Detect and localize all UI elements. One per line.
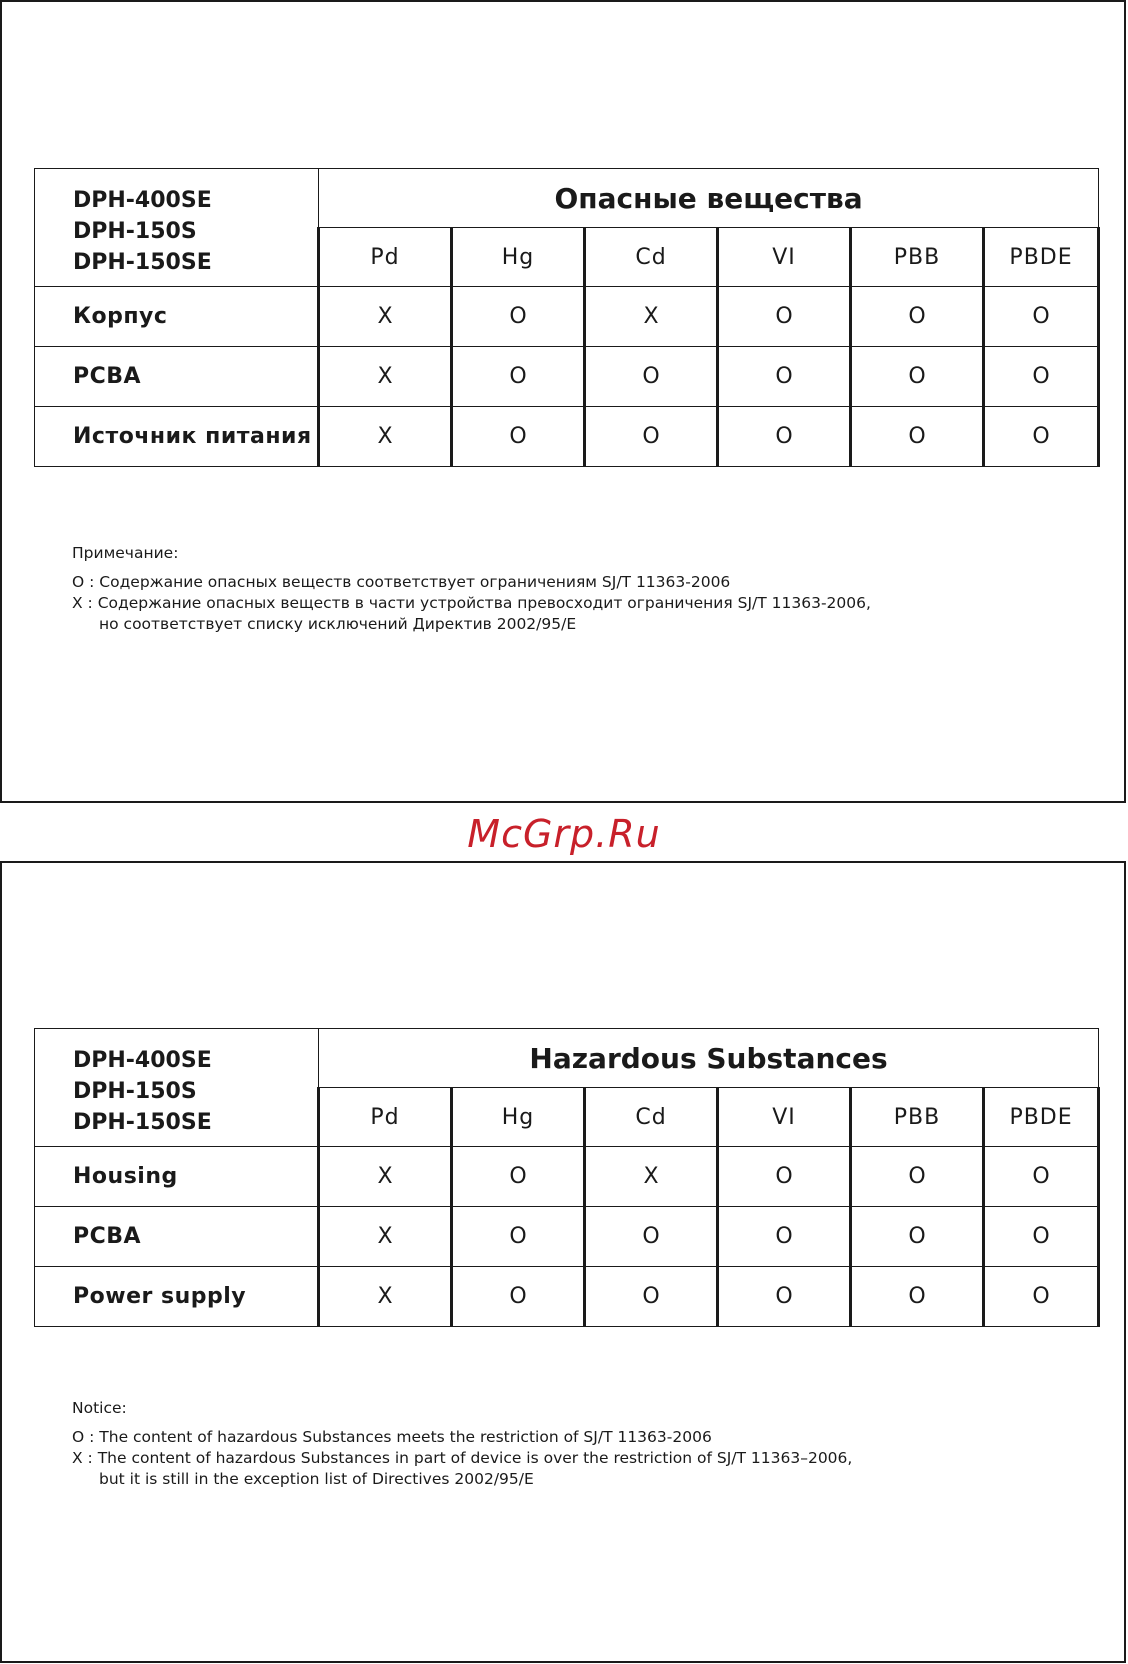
hazardous-substances-table-ru bbox=[34, 168, 1100, 467]
model-name: DPH-150SE bbox=[73, 1110, 212, 1135]
table-cell: O bbox=[984, 1267, 1099, 1327]
substance-header: Pd bbox=[319, 228, 452, 287]
model-name: DPH-150SE bbox=[73, 250, 212, 275]
hazardous-substances-table-en bbox=[34, 1028, 1100, 1327]
table-cell: O bbox=[585, 407, 718, 467]
table-cell: O bbox=[585, 1207, 718, 1267]
model-name: DPH-400SE bbox=[73, 188, 212, 213]
table-cell: O bbox=[452, 407, 585, 467]
table-cell: X bbox=[319, 347, 452, 407]
substance-header: Hg bbox=[452, 228, 585, 287]
substance-header: Pd bbox=[319, 1088, 452, 1147]
table-cell: O bbox=[851, 1147, 984, 1207]
table-cell: X bbox=[585, 287, 718, 347]
table-row bbox=[35, 1207, 1099, 1267]
table-cell: O bbox=[718, 407, 851, 467]
notes-block bbox=[72, 543, 871, 635]
table-cell: O bbox=[718, 1147, 851, 1207]
watermark-logo: McGrp.Ru bbox=[467, 812, 661, 856]
table-cell: O bbox=[851, 347, 984, 407]
table-row bbox=[35, 1267, 1099, 1327]
substance-header: PBDE bbox=[984, 228, 1099, 287]
table-cell: O bbox=[452, 1147, 585, 1207]
table-cell: O bbox=[452, 287, 585, 347]
row-label: Источник питания bbox=[35, 407, 319, 467]
table-row bbox=[35, 1147, 1099, 1207]
table-cell: O bbox=[585, 1267, 718, 1327]
model-list bbox=[35, 169, 319, 287]
panel-english bbox=[0, 861, 1126, 1663]
table-cell: O bbox=[718, 1267, 851, 1327]
table-cell: O bbox=[984, 407, 1099, 467]
table-cell: O bbox=[718, 1207, 851, 1267]
table-cell: O bbox=[984, 1207, 1099, 1267]
table-cell: O bbox=[984, 347, 1099, 407]
substance-header: PBB bbox=[851, 1088, 984, 1147]
model-list bbox=[35, 1029, 319, 1147]
substance-header: Cd bbox=[585, 228, 718, 287]
table-cell: O bbox=[718, 287, 851, 347]
model-name: DPH-400SE bbox=[73, 1048, 212, 1073]
note-x-line-continued: но соответствует списку исключений Директив 2002/95/E bbox=[99, 615, 577, 633]
notes-block bbox=[72, 1398, 852, 1490]
row-label: Housing bbox=[35, 1147, 319, 1207]
table-cell: O bbox=[984, 287, 1099, 347]
table-cell: O bbox=[585, 347, 718, 407]
note-o-line: O : The content of hazardous Substances meets the restriction of SJ/T 11363-2006 bbox=[72, 1428, 712, 1446]
table-row bbox=[35, 287, 1099, 347]
substance-header: PBDE bbox=[984, 1088, 1099, 1147]
table-cell: X bbox=[319, 1267, 452, 1327]
table-cell: X bbox=[585, 1147, 718, 1207]
table-cell: O bbox=[452, 1267, 585, 1327]
table-row bbox=[35, 407, 1099, 467]
row-label: Корпус bbox=[35, 287, 319, 347]
note-o-line: O : Содержание опасных веществ соответствует ограничениям SJ/T 11363-2006 bbox=[72, 573, 731, 591]
notes-heading: Notice: bbox=[72, 1399, 127, 1417]
row-label: Power supply bbox=[35, 1267, 319, 1327]
table-cell: X bbox=[319, 1147, 452, 1207]
substance-header: VI bbox=[718, 228, 851, 287]
table-cell: O bbox=[452, 347, 585, 407]
table-title: Опасные вещества bbox=[319, 169, 1099, 228]
table-cell: X bbox=[319, 407, 452, 467]
note-x-line: X : The content of hazardous Substances in part of device is over the restriction of SJ/T 11363–2006, bbox=[72, 1449, 853, 1467]
table-cell: O bbox=[851, 287, 984, 347]
note-x-line: X : Содержание опасных веществ в части устройства превосходит ограничения SJ/T 11363-2006, bbox=[72, 594, 871, 612]
table-cell: X bbox=[319, 1207, 452, 1267]
notes-heading: Примечание: bbox=[72, 544, 179, 562]
substance-header: Cd bbox=[585, 1088, 718, 1147]
table-cell: O bbox=[851, 1267, 984, 1327]
panel-russian bbox=[0, 0, 1126, 803]
table-cell: X bbox=[319, 287, 452, 347]
table-cell: O bbox=[452, 1207, 585, 1267]
substance-header: VI bbox=[718, 1088, 851, 1147]
substance-header: PBB bbox=[851, 228, 984, 287]
substance-header: Hg bbox=[452, 1088, 585, 1147]
table-cell: O bbox=[984, 1147, 1099, 1207]
table-cell: O bbox=[718, 347, 851, 407]
table-row bbox=[35, 347, 1099, 407]
model-name: DPH-150S bbox=[73, 1079, 197, 1104]
row-label: PCBA bbox=[35, 1207, 319, 1267]
table-title: Hazardous Substances bbox=[319, 1029, 1099, 1088]
table-cell: O bbox=[851, 1207, 984, 1267]
model-name: DPH-150S bbox=[73, 219, 197, 244]
table-cell: O bbox=[851, 407, 984, 467]
row-label: PCBA bbox=[35, 347, 319, 407]
note-x-line-continued: but it is still in the exception list of Directives 2002/95/E bbox=[99, 1470, 534, 1488]
